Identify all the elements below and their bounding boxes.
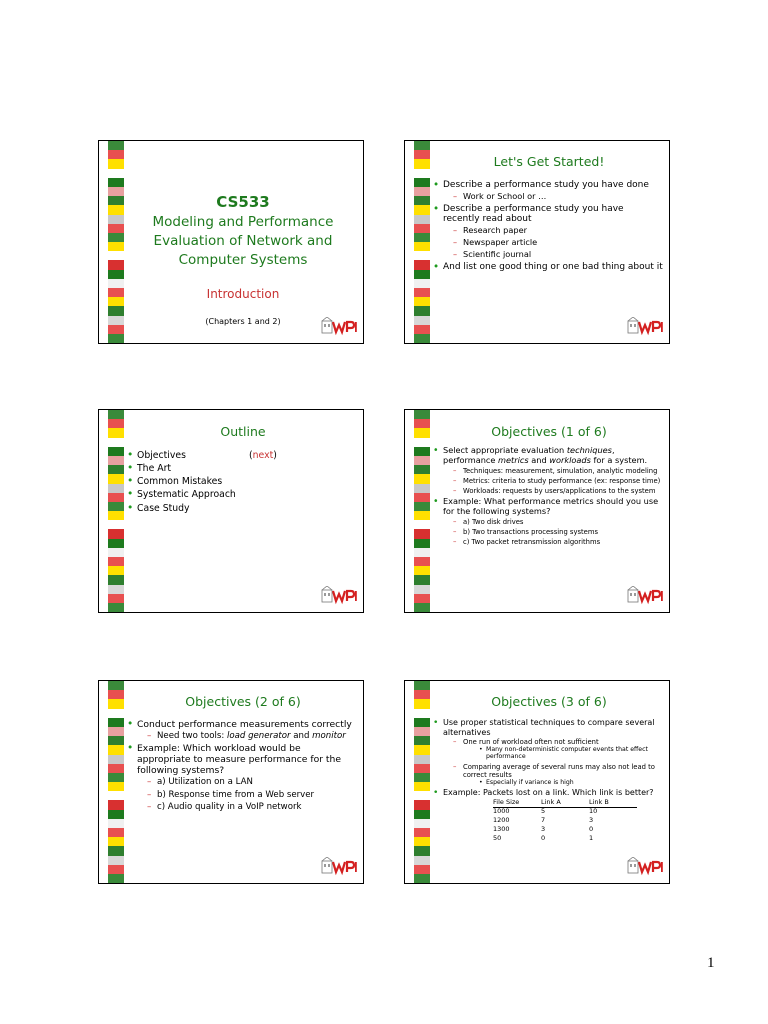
stripe-block (108, 837, 124, 846)
stripe-block (414, 484, 430, 493)
stripe-block (108, 846, 124, 855)
stripe-block (108, 681, 124, 690)
stripe-block (414, 224, 430, 233)
sub-bullet: – Techniques: measurement, simulation, analytic modeling (453, 467, 663, 475)
stripe-block (414, 502, 430, 511)
stripe-block (108, 727, 124, 736)
slide-title: Let's Get Started! (493, 154, 605, 169)
stripe-block (414, 539, 430, 548)
stripe-block (108, 539, 124, 548)
slide-stripe (414, 141, 430, 343)
stripe-block (108, 270, 124, 279)
slide-stripe (108, 410, 124, 612)
stripe-block (108, 251, 124, 260)
outline-item-approach: • Systematic Approach (127, 489, 357, 500)
slide-3 (98, 409, 364, 613)
stripe-block (414, 316, 430, 325)
sub-bullet: – Newspaper article (453, 238, 663, 248)
stripe-block (414, 242, 430, 251)
bullet: • Use proper statistical techniques to compare several alternatives – One run of workload often not sufficient • Many non-deterministic computer events that effect performance – Comparing average of several runs may also not lead to correct results • Especially if variance is high (433, 718, 663, 786)
stripe-block (414, 773, 430, 782)
stripe-block (414, 557, 430, 566)
next-marker: (next) (249, 450, 277, 461)
stripe-block (414, 690, 430, 699)
stripe-block (414, 297, 430, 306)
slide-body (433, 180, 663, 275)
slide-stripe (414, 681, 430, 883)
stripe-block (108, 566, 124, 575)
table-header: File Size (493, 799, 541, 808)
slide-title: Objectives (3 of 6) (491, 694, 607, 709)
stripe-block (414, 548, 430, 557)
stripe-block (108, 520, 124, 529)
stripe-block (108, 557, 124, 566)
stripe-block (108, 575, 124, 584)
stripe-block (108, 529, 124, 538)
stripe-block (108, 150, 124, 159)
stripe-block (108, 456, 124, 465)
stripe-block (414, 325, 430, 334)
sub-bullet: – c) Two packet retransmission algorithms (453, 538, 663, 546)
sub-bullet: – Comparing average of several runs may also not lead to correct results • Especially if variance is high (453, 763, 663, 786)
sub-bullet: – Workloads: requests by users/applications to the system (453, 487, 663, 495)
stripe-block (414, 709, 430, 718)
stripe-block (108, 233, 124, 242)
bullet: • Conduct performance measurements correctly – Need two tools: load generator and monitor (127, 719, 357, 741)
stripe-block (414, 594, 430, 603)
stripe-block (108, 773, 124, 782)
stripe-block (108, 603, 124, 612)
stripe-block (108, 178, 124, 187)
stripe-block (414, 159, 430, 168)
stripe-block (414, 178, 430, 187)
stripe-block (108, 690, 124, 699)
stripe-block (414, 493, 430, 502)
stripe-block (108, 325, 124, 334)
sub-bullet: – c) Audio quality in a VoIP network (147, 802, 357, 812)
stripe-block (414, 306, 430, 315)
stripe-block (414, 150, 430, 159)
stripe-block (414, 233, 430, 242)
slide-stripe (108, 141, 124, 343)
table-row: 1300 3 0 (493, 825, 594, 834)
stripe-block (414, 585, 430, 594)
link-loss-table (493, 799, 637, 844)
stripe-block (108, 242, 124, 251)
stripe-block (414, 428, 430, 437)
stripe-block (108, 474, 124, 483)
sub-bullet: – Metrics: criteria to study performance (ex: response time) (453, 477, 663, 485)
slide-6 (404, 680, 670, 884)
stripe-block (108, 511, 124, 520)
stripe-block (414, 856, 430, 865)
stripe-block (414, 511, 430, 520)
stripe-block (414, 456, 430, 465)
stripe-block (414, 215, 430, 224)
wpi-logo-icon (627, 857, 663, 877)
stripe-block (108, 755, 124, 764)
stripe-block (108, 874, 124, 883)
bullet: • Example: Which workload would be appropriate to measure performance for the following systems? – a) Utilization on a LAN – b) Response time from a Web server – c) Audio quality in a VoIP network (127, 743, 357, 812)
stripe-block (108, 548, 124, 557)
wpi-logo-icon (627, 586, 663, 606)
table-row: 50 0 1 (493, 833, 594, 842)
course-title-line-1: Modeling and Performance (152, 214, 334, 230)
stripe-block (108, 260, 124, 269)
stripe-block (108, 828, 124, 837)
slide-1 (98, 140, 364, 344)
stripe-block (108, 306, 124, 315)
slide-title: Outline (220, 424, 266, 439)
stripe-block (414, 205, 430, 214)
stripe-block (108, 159, 124, 168)
table-row: 1200 7 3 (493, 816, 594, 825)
stripe-block (414, 736, 430, 745)
stripe-block (108, 736, 124, 745)
sub-bullet: – Work or School or … (453, 192, 663, 202)
stripe-block (414, 782, 430, 791)
stripe-block (108, 594, 124, 603)
stripe-block (108, 782, 124, 791)
sub-bullet: – b) Two transactions processing systems (453, 528, 663, 536)
stripe-block (414, 520, 430, 529)
stripe-block (414, 270, 430, 279)
stripe-block (414, 837, 430, 846)
stripe-block (414, 419, 430, 428)
stripe-block (414, 810, 430, 819)
wpi-logo-icon (627, 317, 663, 337)
stripe-block (414, 764, 430, 773)
bullet: • And list one good thing or one bad thing about it (433, 262, 663, 273)
course-title-line-3: Computer Systems (178, 252, 308, 268)
stripe-block (108, 718, 124, 727)
stripe-block (414, 447, 430, 456)
stripe-block (108, 141, 124, 150)
slide-2 (404, 140, 670, 344)
outline-item-mistakes: • Common Mistakes (127, 476, 357, 487)
bullet: • Select appropriate evaluation techniques, performance metrics and workloads for a system. – Techniques: measurement, simulation, analytic modeling – Metrics: criteria to study performance (ex: response time) – Workloads: requests by users/applications to the system (433, 446, 663, 495)
stripe-block (414, 465, 430, 474)
page-number: 1 (707, 955, 715, 971)
stripe-block (414, 681, 430, 690)
course-code: CS533 (216, 193, 270, 211)
table-header: Link B (589, 799, 637, 808)
stripe-block (108, 699, 124, 708)
stripe-block (414, 828, 430, 837)
stripe-block (414, 169, 430, 178)
stripe-block (108, 196, 124, 205)
stripe-block (414, 196, 430, 205)
stripe-block (108, 205, 124, 214)
stripe-block (414, 846, 430, 855)
stripe-block (108, 279, 124, 288)
wpi-logo-icon (321, 586, 357, 606)
stripe-block (108, 334, 124, 343)
sub-bullet: – Need two tools: load generator and monitor (147, 731, 357, 741)
stripe-block (414, 819, 430, 828)
stripe-block (414, 718, 430, 727)
sub-sub-bullet: • Especially if variance is high (479, 779, 663, 786)
stripe-block (414, 745, 430, 754)
slide-title: Objectives (2 of 6) (185, 694, 301, 709)
stripe-block (414, 699, 430, 708)
stripe-block (108, 316, 124, 325)
bullet: • Describe a performance study you have recently read about – Research paper – Newspaper article – Scientific journal (433, 204, 663, 260)
stripe-block (414, 187, 430, 196)
stripe-block (414, 438, 430, 447)
stripe-block (414, 865, 430, 874)
stripe-block (108, 745, 124, 754)
slide-stripe (414, 410, 430, 612)
stripe-block (108, 810, 124, 819)
stripe-block (108, 428, 124, 437)
stripe-block (108, 585, 124, 594)
table-row: 1000 5 10 (493, 807, 598, 816)
sub-bullet: – One run of workload often not sufficient • Many non-deterministic computer events that effect performance (453, 738, 663, 760)
stripe-block (108, 410, 124, 419)
stripe-block (414, 410, 430, 419)
stripe-block (108, 709, 124, 718)
outline-item-case-study: • Case Study (127, 503, 357, 514)
stripe-block (108, 819, 124, 828)
stripe-block (108, 493, 124, 502)
sub-bullet: – Research paper (453, 226, 663, 236)
stripe-block (414, 251, 430, 260)
slide-subtitle: Introduction (206, 287, 280, 301)
stripe-block (108, 187, 124, 196)
wpi-logo-icon (321, 857, 357, 877)
bullet: • Example: What performance metrics should you use for the following systems? – a) Two disk drives – b) Two transactions processing systems – c) Two packet retransmission algorithms (433, 497, 663, 546)
stripe-block (414, 603, 430, 612)
outline-item-art: • The Art (127, 463, 357, 474)
slide-stripe (108, 681, 124, 883)
stripe-block (414, 727, 430, 736)
stripe-block (414, 755, 430, 764)
slide-body (127, 719, 357, 814)
stripe-block (108, 865, 124, 874)
stripe-block (108, 484, 124, 493)
stripe-block (108, 297, 124, 306)
sub-bullet: – b) Response time from a Web server (147, 790, 357, 800)
stripe-block (108, 224, 124, 233)
stripe-block (414, 800, 430, 809)
stripe-block (108, 800, 124, 809)
bullet: • Example: Packets lost on a link. Which link is better? File Size Link A Link B 1000 5 10 1200 7 3 1300 3 0 50 0 1 (433, 788, 663, 844)
stripe-block (108, 288, 124, 297)
sub-sub-bullet: • Many non-deterministic computer events that effect performance (479, 746, 663, 760)
slide-body (433, 718, 663, 846)
outline-item-objectives: • Objectives (next) (127, 450, 357, 461)
sub-bullet: – a) Two disk drives (453, 518, 663, 526)
stripe-block (414, 279, 430, 288)
stripe-block (108, 856, 124, 865)
stripe-block (414, 141, 430, 150)
slide-4 (404, 409, 670, 613)
stripe-block (108, 791, 124, 800)
stripe-block (108, 419, 124, 428)
stripe-block (414, 529, 430, 538)
stripe-block (108, 447, 124, 456)
sub-bullet: – Scientific journal (453, 250, 663, 260)
course-title-line-2: Evaluation of Network and (153, 233, 333, 249)
slide-title: Objectives (1 of 6) (491, 424, 607, 439)
stripe-block (414, 260, 430, 269)
wpi-logo-icon (321, 317, 357, 337)
stripe-block (108, 465, 124, 474)
stripe-block (108, 169, 124, 178)
stripe-block (414, 874, 430, 883)
slide-body (433, 446, 663, 548)
sub-bullet: – a) Utilization on a LAN (147, 777, 357, 787)
stripe-block (108, 764, 124, 773)
stripe-block (108, 215, 124, 224)
table-header: Link A (541, 799, 589, 808)
stripe-block (108, 438, 124, 447)
stripe-block (414, 474, 430, 483)
stripe-block (414, 334, 430, 343)
stripe-block (414, 288, 430, 297)
chapters-note: (Chapters 1 and 2) (205, 317, 281, 326)
stripe-block (414, 791, 430, 800)
bullet: • Describe a performance study you have done – Work or School or … (433, 180, 663, 202)
stripe-block (414, 566, 430, 575)
slide-body (127, 450, 357, 516)
slide-5 (98, 680, 364, 884)
stripe-block (414, 575, 430, 584)
stripe-block (108, 502, 124, 511)
